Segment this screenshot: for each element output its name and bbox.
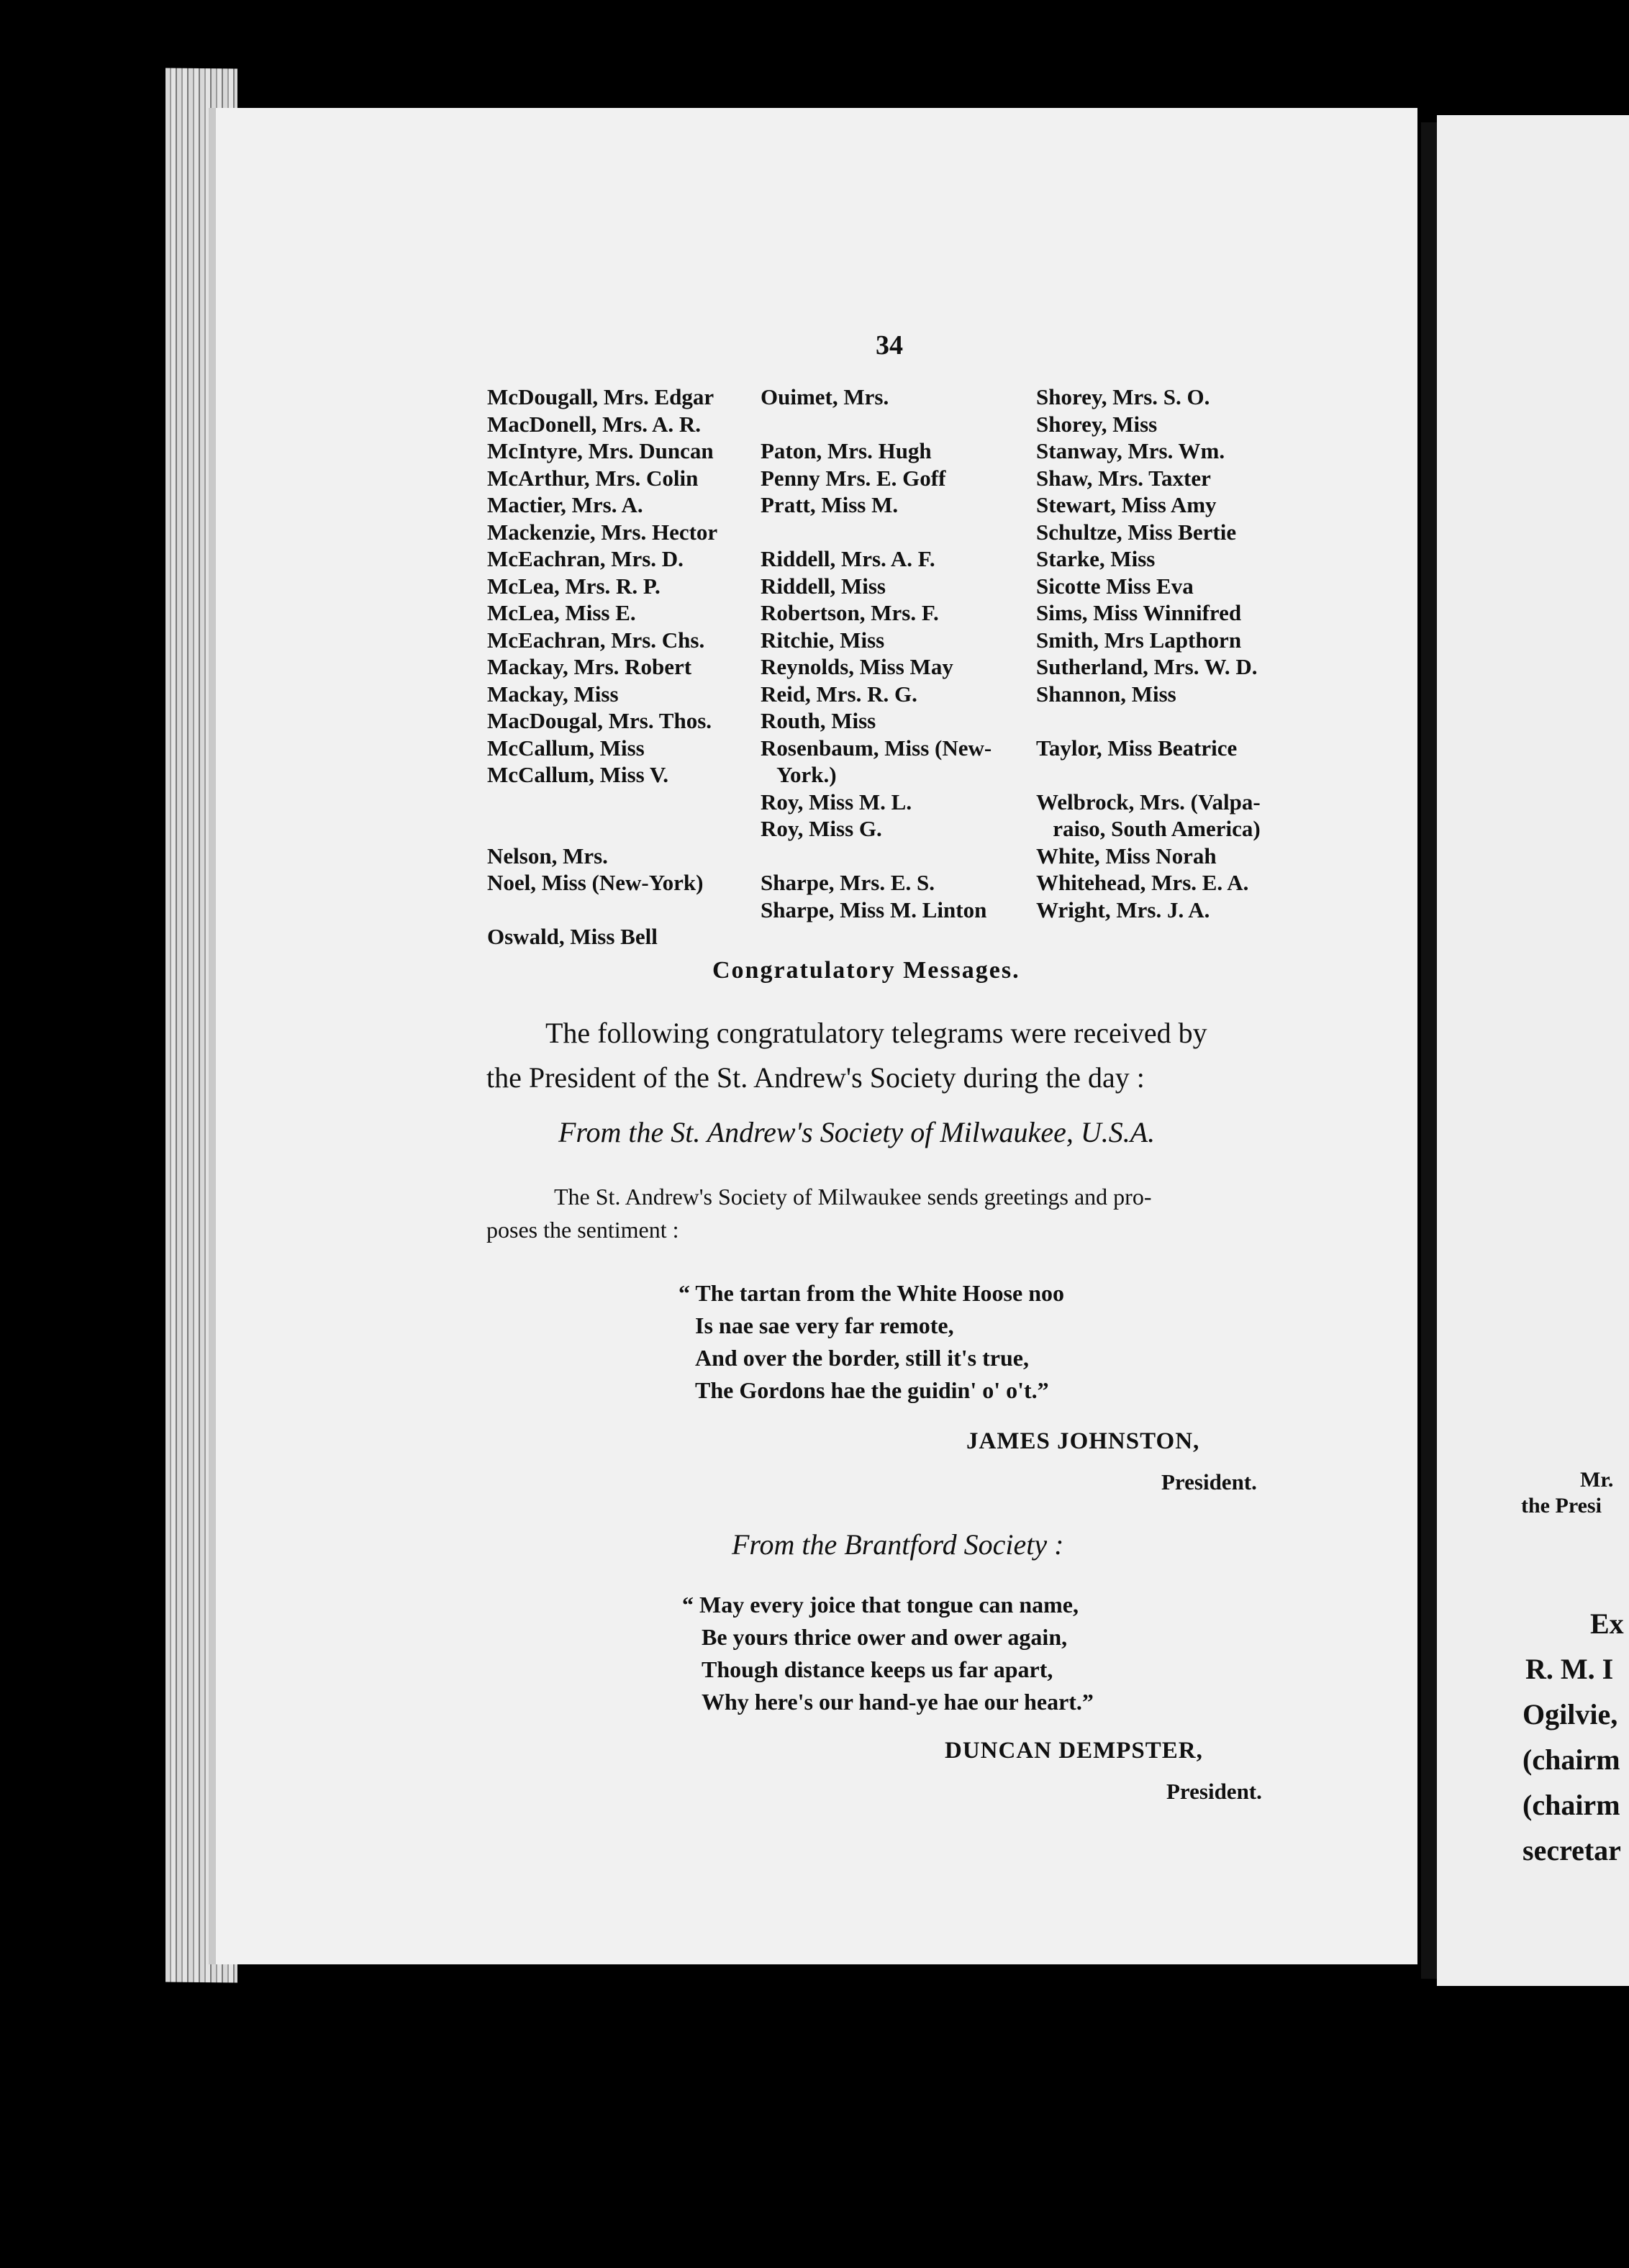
book-gutter <box>1421 122 1437 1979</box>
name-entry: Robertson, Mrs. F. <box>761 600 939 625</box>
name-entry: McLea, Miss E. <box>487 600 636 625</box>
name-entry: McDougall, Mrs. Edgar <box>487 384 714 409</box>
name-entry: Roy, Miss G. <box>761 816 882 841</box>
milwaukee-signatory-title: President. <box>1161 1469 1257 1494</box>
facing-fragment-chairman-2: (chairm <box>1523 1789 1620 1821</box>
name-entry: Smith, Mrs Lapthorn <box>1036 627 1242 653</box>
name-entry: Penny Mrs. E. Goff <box>761 465 946 491</box>
name-entry: Sutherland, Mrs. W. D. <box>1036 654 1258 679</box>
facing-fragment-chairman-1: (chairm <box>1523 1743 1620 1776</box>
name-entry: Shorey, Miss <box>1036 411 1158 437</box>
name-entry: Starke, Miss <box>1036 546 1156 571</box>
milwaukee-signature: JAMES JOHNSTON, <box>966 1428 1200 1454</box>
facing-fragment-rm: R. M. I <box>1525 1653 1614 1685</box>
name-entry: McArthur, Mrs. Colin <box>487 465 699 491</box>
name-entry: Pratt, Miss M. <box>761 492 899 517</box>
name-entry: McLea, Mrs. R. P. <box>487 573 661 599</box>
name-entry <box>761 519 992 546</box>
milwaukee-body-line-1: The St. Andrew's Society of Milwaukee sends greetings and pro- <box>554 1184 1152 1210</box>
brantford-signatory-title: President. <box>1166 1779 1262 1804</box>
name-entry: Riddell, Mrs. A. F. <box>761 546 935 571</box>
name-entry: Schultze, Miss Bertie <box>1036 519 1237 545</box>
name-entry: MacDonell, Mrs. A. R. <box>487 411 702 437</box>
brantford-verse-line-3: Though distance keeps us far apart, <box>702 1656 1053 1682</box>
names-column-2 <box>761 384 992 951</box>
milwaukee-heading: From the St. Andrew's Society of Milwaukee, U.S.A. <box>558 1116 1156 1148</box>
name-entry: Ouimet, Mrs. <box>761 384 889 409</box>
milwaukee-verse-line-2: Is nae sae very far remote, <box>695 1312 954 1338</box>
name-entry: Sicotte Miss Eva <box>1036 573 1194 599</box>
milwaukee-verse-line-1: “ The tartan from the White Hoose noo <box>679 1280 1064 1306</box>
facing-fragment-secretary: secretar <box>1523 1834 1621 1866</box>
name-entry <box>487 897 717 924</box>
name-entry <box>1036 707 1261 735</box>
name-entry: McEachran, Mrs. Chs. <box>487 627 705 653</box>
milwaukee-verse-line-3: And over the border, still it's true, <box>695 1345 1029 1371</box>
name-entry: McIntyre, Mrs. Duncan <box>487 438 714 463</box>
name-entry: Whitehead, Mrs. E. A. <box>1036 870 1249 895</box>
name-entry: Stanway, Mrs. Wm. <box>1036 438 1225 463</box>
name-entry: Welbrock, Mrs. (Valpa- <box>1036 789 1261 815</box>
names-column-3 <box>1036 384 1261 951</box>
brantford-verse-line-2: Be yours thrice ower and ower again, <box>702 1624 1068 1650</box>
name-entry: Rosenbaum, Miss (New- <box>761 735 992 761</box>
name-entry: York.) <box>761 762 837 787</box>
facing-fragment-president: the Presi <box>1521 1494 1602 1518</box>
name-entry: Shorey, Mrs. S. O. <box>1036 384 1210 409</box>
name-entry: Mackay, Miss <box>487 681 619 707</box>
name-entry: Riddell, Miss <box>761 573 886 599</box>
name-entry: Sims, Miss Winnifred <box>1036 600 1242 625</box>
name-entry <box>487 815 717 843</box>
name-entry: Shannon, Miss <box>1036 681 1176 707</box>
section-heading: Congratulatory Messages. <box>712 957 1020 984</box>
name-entry: White, Miss Norah <box>1036 843 1217 868</box>
name-entry <box>761 923 992 951</box>
name-entry: Reynolds, Miss May <box>761 654 953 679</box>
name-entry: Ritchie, Miss <box>761 627 885 653</box>
name-entry: McCallum, Miss <box>487 735 645 761</box>
brantford-verse-line-1: “ May every joice that tongue can name, <box>682 1592 1079 1618</box>
name-entry: Oswald, Miss Bell <box>487 924 658 949</box>
name-entry: Reid, Mrs. R. G. <box>761 681 917 707</box>
name-entry <box>1036 923 1261 951</box>
facing-fragment-ex: Ex <box>1590 1607 1624 1640</box>
name-entry: Paton, Mrs. Hugh <box>761 438 932 463</box>
brantford-heading: From the Brantford Society : <box>732 1528 1064 1561</box>
page-number: 34 <box>876 330 903 360</box>
name-entry: Routh, Miss <box>761 708 876 733</box>
name-entry: Mackenzie, Mrs. Hector <box>487 519 718 545</box>
name-entry: Wright, Mrs. J. A. <box>1036 897 1210 922</box>
name-entry: Nelson, Mrs. <box>487 843 608 868</box>
names-column-1 <box>487 384 717 951</box>
name-entry: Taylor, Miss Beatrice <box>1036 735 1238 761</box>
name-entry: Shaw, Mrs. Taxter <box>1036 465 1211 491</box>
name-entry: MacDougal, Mrs. Thos. <box>487 708 712 733</box>
milwaukee-verse-line-4: The Gordons hae the guidin' o' o't.” <box>695 1377 1049 1403</box>
name-entry: Noel, Miss (New-York) <box>487 870 704 895</box>
name-entry <box>761 843 992 870</box>
name-entry: McEachran, Mrs. D. <box>487 546 684 571</box>
name-entry <box>761 411 992 438</box>
facing-fragment-ogilvie: Ogilvie, <box>1523 1698 1618 1731</box>
name-entry: raiso, South America) <box>1036 816 1261 841</box>
intro-line-1: The following congratulatory telegrams were received by <box>545 1017 1207 1049</box>
brantford-signature: DUNCAN DEMPSTER, <box>945 1738 1203 1764</box>
name-entry: McCallum, Miss V. <box>487 762 669 787</box>
facing-fragment-mr: Mr. <box>1580 1468 1614 1492</box>
intro-line-2: the President of the St. Andrew's Society during the day : <box>486 1061 1145 1094</box>
name-entry: Roy, Miss M. L. <box>761 789 912 815</box>
name-entry: Sharpe, Mrs. E. S. <box>761 870 935 895</box>
name-entry <box>1036 761 1261 789</box>
name-entry: Sharpe, Miss M. Linton <box>761 897 987 922</box>
milwaukee-body-line-2: poses the sentiment : <box>486 1217 679 1243</box>
name-entry: Mackay, Mrs. Robert <box>487 654 692 679</box>
brantford-verse-line-4: Why here's our hand-ye hae our heart.” <box>702 1689 1094 1715</box>
name-entry: Mactier, Mrs. A. <box>487 492 643 517</box>
name-entry: Stewart, Miss Amy <box>1036 492 1217 517</box>
name-entry <box>487 789 717 816</box>
